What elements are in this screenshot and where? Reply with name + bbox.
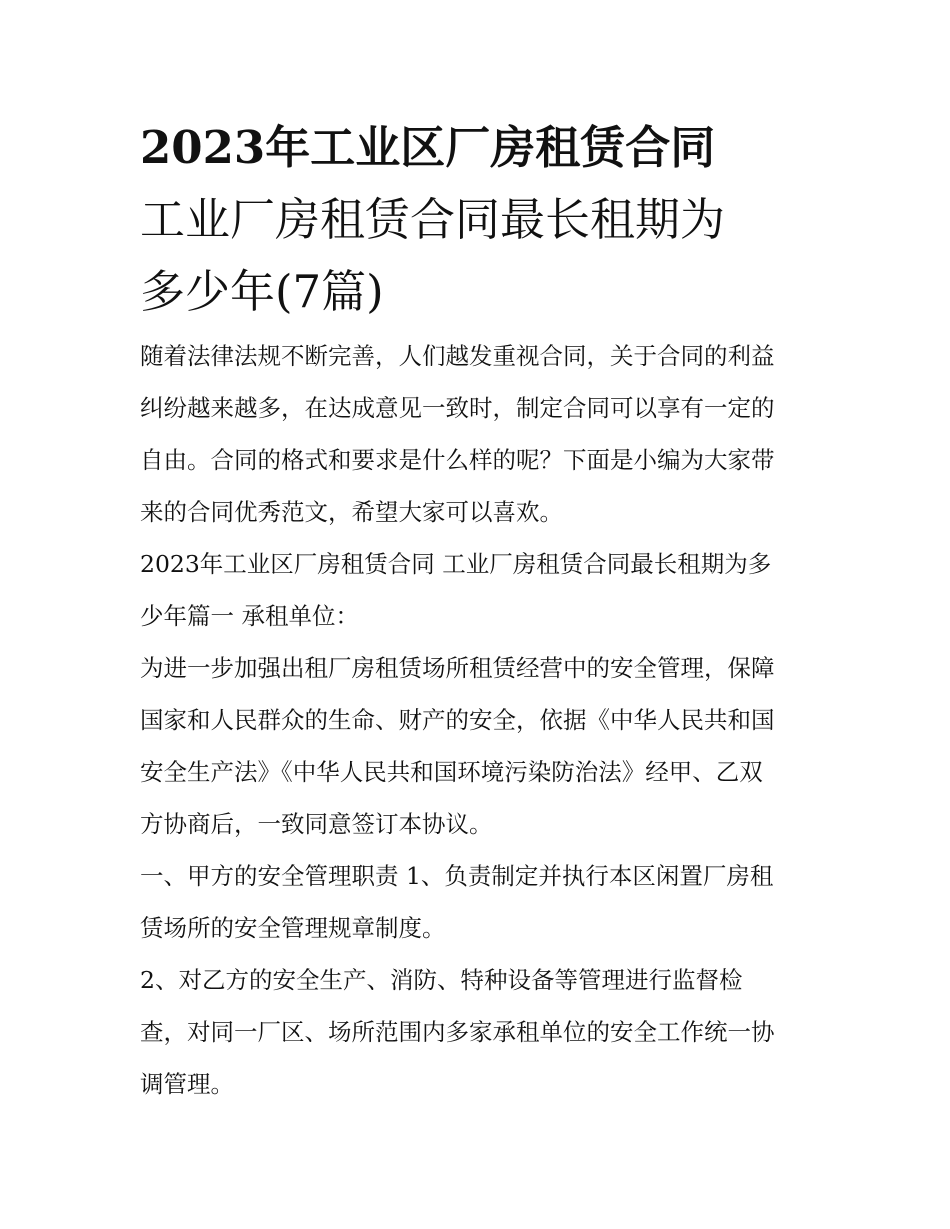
- text-line: 国家和人民群众的生命、财产的安全，依据《中华人民共和国: [140, 706, 775, 734]
- text-line: 2023年工业区厂房租赁合同 工业厂房租赁合同最长租期为多: [140, 550, 772, 578]
- text-line: 查，对同一厂区、场所范围内多家承租单位的安全工作统一协: [140, 1018, 775, 1046]
- title-line: 2023年工业区厂房租赁合同: [140, 121, 716, 174]
- document-title: [140, 112, 815, 328]
- text-line: 赁场所的安全管理规章制度。: [140, 914, 446, 942]
- section-heading-paragraph: [140, 538, 815, 642]
- clause-2-paragraph: [140, 954, 815, 1110]
- text-line: 随着法律法规不断完善，人们越发重视合同，关于合同的利益: [140, 342, 775, 370]
- intro-paragraph: [140, 330, 815, 538]
- text-line: 少年篇一 承租单位：: [140, 602, 359, 630]
- text-line: 来的合同优秀范文，希望大家可以喜欢。: [140, 498, 563, 526]
- text-line: 调管理。: [140, 1070, 234, 1098]
- text-line: 安全生产法》《中华人民共和国环境污染防治法》经甲、乙双: [140, 758, 763, 786]
- clause-1-paragraph: [140, 850, 815, 954]
- title-line: 多少年(7篇): [140, 265, 384, 318]
- text-line: 一、甲方的安全管理职责 1、负责制定并执行本区闲置厂房租: [140, 862, 774, 890]
- text-line: 自由。合同的格式和要求是什么样的呢？下面是小编为大家带: [140, 446, 775, 474]
- title-line: 工业厂房租赁合同最长租期为: [140, 193, 726, 246]
- text-line: 2、对乙方的安全生产、消防、特种设备等管理进行监督检: [140, 966, 743, 994]
- text-line: 为进一步加强出租厂房租赁场所租赁经营中的安全管理，保障: [140, 654, 775, 682]
- text-line: 方协商后，一致同意签订本协议。: [140, 810, 493, 838]
- purpose-paragraph: [140, 642, 815, 850]
- document-page: [140, 112, 815, 1110]
- text-line: 纠纷越来越多，在达成意见一致时，制定合同可以享有一定的: [140, 394, 775, 422]
